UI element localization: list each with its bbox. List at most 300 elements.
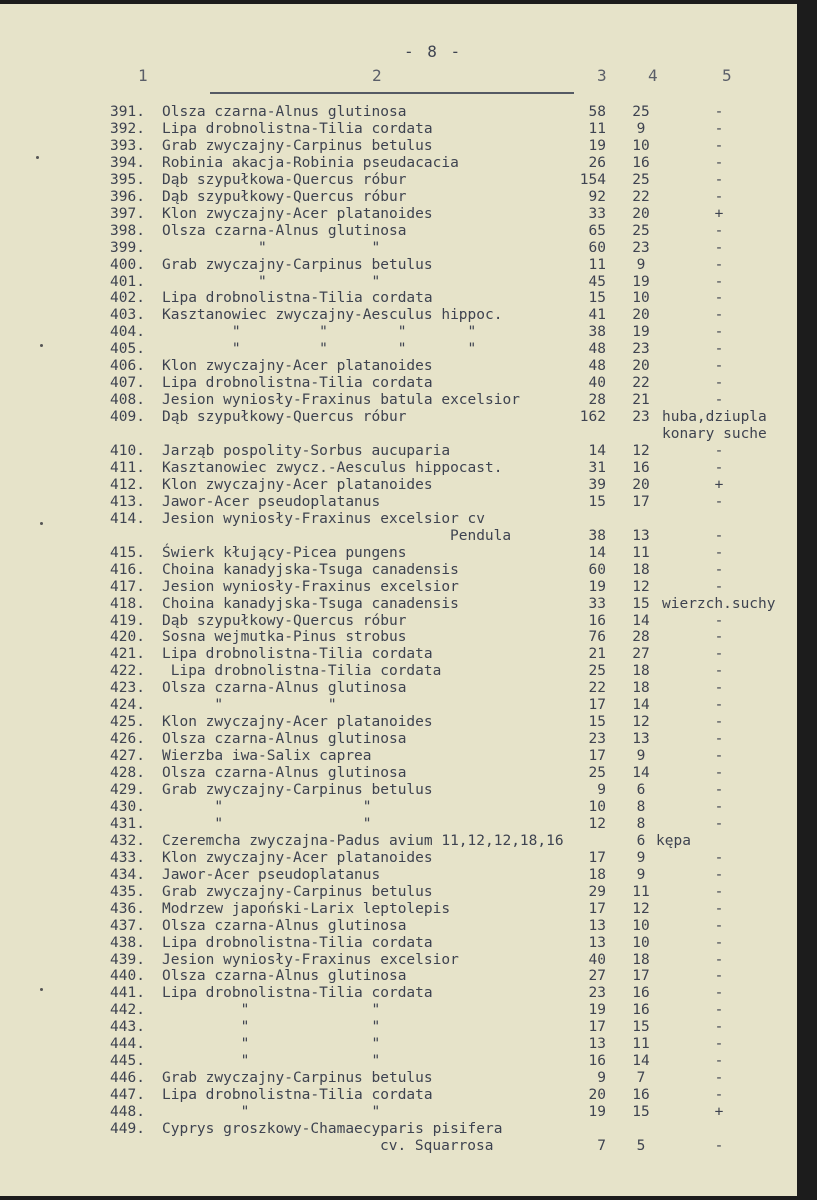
tree-number: 392. [110, 120, 145, 137]
species-name: Lipa drobnolistna-Tilia cordata [162, 663, 442, 680]
condition-note: + [714, 1104, 724, 1121]
species-name: Jarząb pospolity-Sorbus aucuparia [162, 443, 451, 459]
condition-note: - [714, 290, 724, 307]
tree-number: 449. [110, 1121, 145, 1137]
trunk-circumference: 17 [588, 900, 606, 917]
trunk-circumference: 60 [588, 561, 606, 578]
tree-number: 402. [110, 290, 145, 307]
species-name: Klon zwyczajny-Acer platanoides [162, 714, 433, 731]
tree-number: 396. [110, 188, 145, 205]
tree-height: 5 [636, 1137, 646, 1154]
condition-note: wierzch.suchy [662, 595, 776, 612]
tree-height: 18 [632, 680, 650, 697]
species-name: Lipa drobnolistna-Tilia cordata [162, 120, 433, 137]
tree-number: 417. [110, 578, 145, 595]
page-number: - 8 - [404, 42, 463, 61]
trunk-circumference: 33 [588, 205, 606, 222]
column-header-4: 4 [648, 66, 658, 85]
condition-note: - [714, 748, 724, 765]
tree-number: 445. [110, 1053, 145, 1070]
tree-number: 432. [110, 832, 145, 849]
species-name: Cyprys groszkowy-Chamaecyparis pisifera [162, 1121, 503, 1137]
condition-note: - [714, 968, 724, 985]
tree-height: 28 [632, 629, 650, 646]
tree-height: 12 [632, 714, 650, 731]
tree-height: 12 [632, 578, 650, 595]
species-name: Dąb szypułkowy-Quercus róbur [162, 188, 407, 205]
tree-height: 10 [632, 290, 650, 307]
trunk-circumference: 58 [588, 104, 606, 120]
trunk-circumference: 20 [588, 1087, 606, 1104]
tree-number: 401. [110, 273, 145, 290]
condition-note: - [714, 900, 724, 917]
tree-number: 425. [110, 714, 145, 731]
tree-number: 438. [110, 934, 145, 951]
trunk-circumference: 48 [588, 358, 606, 375]
species-name: Jesion wyniosły-Fraxinus excelsior [162, 578, 459, 595]
tree-height: 25 [632, 171, 650, 188]
tree-number: 412. [110, 476, 145, 493]
tree-height: 11 [632, 883, 650, 900]
species-name: Klon zwyczajny-Acer platanoides [162, 849, 433, 866]
trunk-circumference: 65 [588, 222, 606, 239]
species-name: Lipa drobnolistna-Tilia cordata [162, 934, 433, 951]
trunk-circumference: 40 [588, 375, 606, 392]
condition-note: - [714, 459, 724, 476]
tree-height: 22 [632, 375, 650, 392]
tree-number: 423. [110, 680, 145, 697]
tree-number: 447. [110, 1087, 145, 1104]
tree-height: 18 [632, 951, 650, 968]
condition-note: - [714, 697, 724, 714]
margin-mark [40, 988, 43, 991]
species-name: " " " " [162, 324, 477, 341]
trunk-circumference: 15 [588, 714, 606, 731]
trunk-circumference: 60 [588, 239, 606, 256]
tree-height: 9 [636, 256, 646, 273]
condition-note: - [714, 1070, 724, 1087]
tree-height: 18 [632, 561, 650, 578]
tree-number: 420. [110, 629, 145, 646]
tree-height: 13 [632, 527, 650, 544]
tree-number: 422. [110, 663, 145, 680]
tree-number: 406. [110, 358, 145, 375]
trunk-circumference: 25 [588, 765, 606, 782]
trunk-circumference: 16 [588, 1053, 606, 1070]
condition-note: - [714, 256, 724, 273]
trunk-circumference: 26 [588, 154, 606, 171]
column-header-5: 5 [722, 66, 732, 85]
species-name: Jesion wyniosły-Fraxinus excelsior [162, 951, 459, 968]
trunk-circumference: 17 [588, 748, 606, 765]
condition-note: - [714, 798, 724, 815]
trunk-circumference: 48 [588, 341, 606, 358]
condition-note-continued: konary suche [662, 426, 767, 443]
condition-note: - [714, 104, 724, 120]
condition-note: - [714, 222, 724, 239]
tree-number: 433. [110, 849, 145, 866]
condition-note: - [714, 765, 724, 782]
species-name: Grab zwyczajny-Carpinus betulus [162, 883, 433, 900]
tree-number: 415. [110, 544, 145, 561]
tree-height: 9 [636, 120, 646, 137]
condition-note: - [714, 883, 724, 900]
tree-height: 27 [632, 646, 650, 663]
tree-number: 400. [110, 256, 145, 273]
tree-number: 404. [110, 324, 145, 341]
trunk-circumference: 19 [588, 1002, 606, 1019]
trunk-circumference: 23 [588, 985, 606, 1002]
trunk-circumference: 23 [588, 731, 606, 748]
species-name: Sosna wejmutka-Pinus strobus [162, 629, 407, 646]
tree-number: 436. [110, 900, 145, 917]
species-name: Klon zwyczajny-Acer platanoides [162, 358, 433, 375]
tree-number: 439. [110, 951, 145, 968]
species-name: Robinia akacja-Robinia pseudacacia [162, 154, 459, 171]
tree-number: 409. [110, 409, 145, 426]
tree-number: 410. [110, 443, 145, 459]
tree-number: 403. [110, 307, 145, 324]
species-name: Modrzew japoński-Larix leptolepis [162, 900, 451, 917]
tree-height: 15 [632, 595, 650, 612]
document-page [0, 4, 797, 1196]
trunk-circumference: 17 [588, 697, 606, 714]
tree-number: 416. [110, 561, 145, 578]
species-name: Klon zwyczajny-Acer platanoides [162, 476, 433, 493]
trunk-circumference: 21 [588, 646, 606, 663]
species-name: " " " " [162, 341, 477, 358]
species-name: " " [162, 239, 381, 256]
margin-mark [40, 344, 43, 347]
tree-height: 16 [632, 1002, 650, 1019]
trunk-circumference: 45 [588, 273, 606, 290]
tree-height: 15 [632, 1104, 650, 1121]
tree-number: 408. [110, 392, 145, 409]
species-name: Jawor-Acer pseudoplatanus [162, 866, 381, 883]
species-name: Olsza czarna-Alnus glutinosa [162, 765, 407, 782]
trunk-circumference: 19 [588, 137, 606, 154]
species-name: " " [162, 798, 372, 815]
condition-note: - [714, 1137, 724, 1154]
tree-number: 398. [110, 222, 145, 239]
species-name: Grab zwyczajny-Carpinus betulus [162, 137, 433, 154]
tree-number: 393. [110, 137, 145, 154]
tree-height: 20 [632, 205, 650, 222]
tree-height: 10 [632, 934, 650, 951]
condition-note: - [714, 578, 724, 595]
margin-mark [36, 156, 39, 159]
condition-note: - [714, 934, 724, 951]
header-rule [210, 92, 574, 94]
tree-height: 18 [632, 663, 650, 680]
species-name-continued: cv. Squarrosa [380, 1137, 494, 1154]
tree-number: 443. [110, 1019, 145, 1036]
tree-height: 6 [636, 832, 646, 849]
trunk-circumference: 154 [579, 171, 606, 188]
column-header-2: 2 [372, 66, 382, 85]
condition-note: - [714, 663, 724, 680]
trunk-circumference: 14 [588, 544, 606, 561]
tree-height: 23 [632, 409, 650, 426]
species-name: Olsza czarna-Alnus glutinosa [162, 917, 407, 934]
condition-note: - [714, 680, 724, 697]
trunk-circumference: 25 [588, 663, 606, 680]
condition-note: - [714, 714, 724, 731]
tree-number: 411. [110, 459, 145, 476]
condition-note: - [714, 443, 724, 459]
tree-height: 14 [632, 1053, 650, 1070]
tree-number: 419. [110, 612, 145, 629]
condition-note: - [714, 358, 724, 375]
species-name: Olsza czarna-Alnus glutinosa [162, 680, 407, 697]
tree-number: 430. [110, 798, 145, 815]
species-name: " " [162, 1053, 381, 1070]
condition-note: + [714, 205, 724, 222]
trunk-circumference: 76 [588, 629, 606, 646]
tree-number: 435. [110, 883, 145, 900]
tree-height: 20 [632, 476, 650, 493]
species-name: Lipa drobnolistna-Tilia cordata [162, 375, 433, 392]
condition-note: - [714, 341, 724, 358]
condition-note: - [714, 375, 724, 392]
tree-height: 17 [632, 493, 650, 510]
tree-height: 21 [632, 392, 650, 409]
condition-note: - [714, 137, 724, 154]
tree-number: 431. [110, 815, 145, 832]
tree-height: 9 [636, 866, 646, 883]
condition-note: - [714, 154, 724, 171]
species-name: Choina kanadyjska-Tsuga canadensis [162, 561, 459, 578]
condition-note: - [714, 951, 724, 968]
condition-note: - [714, 324, 724, 341]
condition-note: - [714, 392, 724, 409]
trunk-circumference: 13 [588, 1036, 606, 1053]
tree-number: 444. [110, 1036, 145, 1053]
tree-height: 10 [632, 137, 650, 154]
tree-number: 414. [110, 510, 145, 527]
trunk-circumference: 16 [588, 612, 606, 629]
trunk-circumference: 15 [588, 290, 606, 307]
tree-height: 11 [632, 544, 650, 561]
condition-note: - [714, 239, 724, 256]
trunk-circumference: 40 [588, 951, 606, 968]
tree-height: 6 [636, 782, 646, 798]
species-name: " " [162, 1036, 381, 1053]
tree-height: 8 [636, 798, 646, 815]
species-name: Olsza czarna-Alnus glutinosa [162, 104, 407, 120]
trunk-circumference: 9 [597, 782, 606, 798]
tree-height: 14 [632, 765, 650, 782]
tree-height: 8 [636, 815, 646, 832]
trunk-circumference: 38 [588, 527, 606, 544]
tree-number: 448. [110, 1104, 145, 1121]
trunk-circumference: 9 [597, 1070, 606, 1087]
trunk-circumference: 14 [588, 443, 606, 459]
tree-height: 16 [632, 1087, 650, 1104]
species-name: Dąb szypułkowy-Quercus róbur [162, 409, 407, 426]
condition-note: - [714, 561, 724, 578]
condition-note: - [714, 917, 724, 934]
tree-height: 23 [632, 341, 650, 358]
condition-note: - [714, 1053, 724, 1070]
column-header-3: 3 [597, 66, 607, 85]
condition-note: - [714, 120, 724, 137]
trunk-circumference: 17 [588, 849, 606, 866]
condition-note: - [714, 731, 724, 748]
trunk-circumference: 19 [588, 1104, 606, 1121]
tree-number: 429. [110, 782, 145, 798]
tree-height: 9 [636, 849, 646, 866]
tree-height: 25 [632, 104, 650, 120]
tree-number: 394. [110, 154, 145, 171]
species-name: " " [162, 815, 372, 832]
condition-note: - [714, 985, 724, 1002]
species-name: Olsza czarna-Alnus glutinosa [162, 968, 407, 985]
tree-height: 16 [632, 459, 650, 476]
species-name: " " [162, 1002, 381, 1019]
species-name: Grab zwyczajny-Carpinus betulus [162, 256, 433, 273]
species-name: Lipa drobnolistna-Tilia cordata [162, 985, 433, 1002]
species-name: Grab zwyczajny-Carpinus betulus [162, 1070, 433, 1087]
trunk-circumference: 92 [588, 188, 606, 205]
species-name: Kasztanowiec zwyczajny-Aesculus hippoc. [162, 307, 503, 324]
condition-note: kępa [656, 832, 691, 849]
species-name: Czeremcha zwyczajna-Padus avium 11,12,12,18,16 [162, 832, 564, 849]
trunk-circumference: 10 [588, 798, 606, 815]
species-name: Dąb szypułkowa-Quercus róbur [162, 171, 407, 188]
tree-number: 424. [110, 697, 145, 714]
condition-note: + [714, 476, 724, 493]
condition-note: - [714, 527, 724, 544]
tree-number: 440. [110, 968, 145, 985]
species-name: Klon zwyczajny-Acer platanoides [162, 205, 433, 222]
trunk-circumference: 7 [597, 1137, 606, 1154]
tree-height: 16 [632, 985, 650, 1002]
tree-height: 10 [632, 917, 650, 934]
trunk-circumference: 19 [588, 578, 606, 595]
tree-height: 14 [632, 612, 650, 629]
condition-note: huba,dziupla [662, 409, 767, 426]
condition-note: - [714, 612, 724, 629]
tree-height: 14 [632, 697, 650, 714]
species-name: Jesion wyniosły-Fraxinus batula excelsior [162, 392, 520, 409]
tree-number: 407. [110, 375, 145, 392]
trunk-circumference: 22 [588, 680, 606, 697]
species-name: Wierzba iwa-Salix caprea [162, 748, 372, 765]
condition-note: - [714, 307, 724, 324]
tree-number: 428. [110, 765, 145, 782]
tree-number: 418. [110, 595, 145, 612]
species-name: Dąb szypułkowy-Quercus róbur [162, 612, 407, 629]
tree-height: 22 [632, 188, 650, 205]
tree-height: 25 [632, 222, 650, 239]
tree-number: 391. [110, 104, 145, 120]
trunk-circumference: 29 [588, 883, 606, 900]
tree-height: 15 [632, 1019, 650, 1036]
trunk-circumference: 33 [588, 595, 606, 612]
tree-number: 446. [110, 1070, 145, 1087]
species-name: Olsza czarna-Alnus glutinosa [162, 731, 407, 748]
condition-note: - [714, 782, 724, 798]
species-name: Olsza czarna-Alnus glutinosa [162, 222, 407, 239]
trunk-circumference: 31 [588, 459, 606, 476]
condition-note: - [714, 493, 724, 510]
tree-height: 13 [632, 731, 650, 748]
trunk-circumference: 28 [588, 392, 606, 409]
condition-note: - [714, 629, 724, 646]
tree-number: 399. [110, 239, 145, 256]
condition-note: - [714, 646, 724, 663]
condition-note: - [714, 815, 724, 832]
tree-number: 405. [110, 341, 145, 358]
species-name: " " [162, 1104, 381, 1121]
tree-height: 17 [632, 968, 650, 985]
species-name: Jesion wyniosły-Fraxinus excelsior cv [162, 510, 486, 527]
condition-note: - [714, 1002, 724, 1019]
condition-note: - [714, 171, 724, 188]
condition-note: - [714, 188, 724, 205]
trunk-circumference: 18 [588, 866, 606, 883]
trunk-circumference: 41 [588, 307, 606, 324]
species-name: Świerk kłujący-Picea pungens [162, 544, 407, 561]
species-name: Grab zwyczajny-Carpinus betulus [162, 782, 433, 798]
trunk-circumference: 11 [588, 256, 606, 273]
trunk-circumference: 162 [579, 409, 606, 426]
tree-number: 427. [110, 748, 145, 765]
tree-height: 19 [632, 273, 650, 290]
tree-height: 16 [632, 154, 650, 171]
species-name: Kasztanowiec zwycz.-Aesculus hippocast. [162, 459, 503, 476]
tree-number: 421. [110, 646, 145, 663]
trunk-circumference: 13 [588, 934, 606, 951]
condition-note: - [714, 866, 724, 883]
column-header-1: 1 [138, 66, 148, 85]
species-name: Lipa drobnolistna-Tilia cordata [162, 290, 433, 307]
tree-height: 7 [636, 1070, 646, 1087]
condition-note: - [714, 1019, 724, 1036]
species-name: " " [162, 697, 337, 714]
condition-note: - [714, 1087, 724, 1104]
trunk-circumference: 17 [588, 1019, 606, 1036]
tree-height: 20 [632, 358, 650, 375]
condition-note: - [714, 849, 724, 866]
tree-height: 19 [632, 324, 650, 341]
margin-mark [40, 522, 43, 525]
species-name: " " [162, 273, 381, 290]
tree-number: 397. [110, 205, 145, 222]
species-name: Lipa drobnolistna-Tilia cordata [162, 1087, 433, 1104]
tree-number: 413. [110, 493, 145, 510]
condition-note: - [714, 544, 724, 561]
species-name: Choina kanadyjska-Tsuga canadensis [162, 595, 459, 612]
tree-number: 442. [110, 1002, 145, 1019]
species-name: Jawor-Acer pseudoplatanus [162, 493, 381, 510]
trunk-circumference: 13 [588, 917, 606, 934]
trunk-circumference: 39 [588, 476, 606, 493]
trunk-circumference: 27 [588, 968, 606, 985]
trunk-circumference: 11 [588, 120, 606, 137]
tree-number: 395. [110, 171, 145, 188]
tree-height: 11 [632, 1036, 650, 1053]
species-name: Lipa drobnolistna-Tilia cordata [162, 646, 433, 663]
trunk-circumference: 38 [588, 324, 606, 341]
trunk-circumference: 15 [588, 493, 606, 510]
tree-height: 20 [632, 307, 650, 324]
tree-height: 12 [632, 443, 650, 459]
condition-note: - [714, 1036, 724, 1053]
tree-height: 23 [632, 239, 650, 256]
tree-number: 434. [110, 866, 145, 883]
